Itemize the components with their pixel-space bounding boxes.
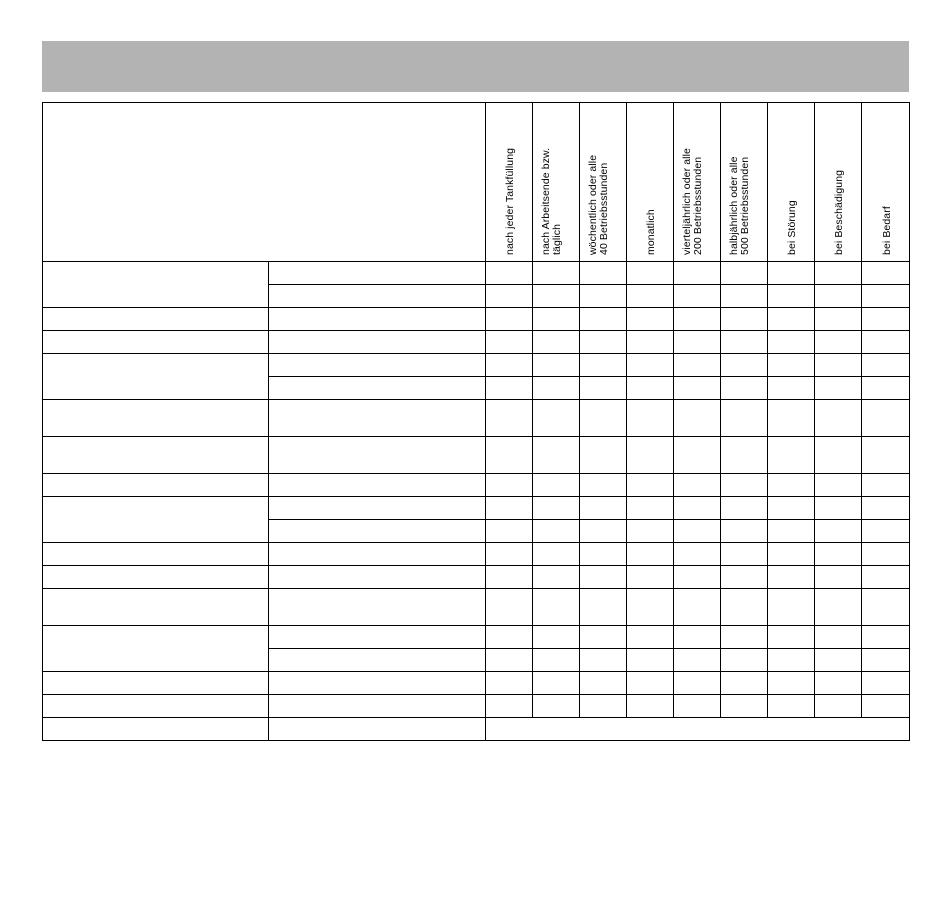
component-cell: [43, 543, 269, 566]
column-header-label: bei Beschädigung: [833, 169, 845, 255]
column-header-label: vierteljährlich oder alle 200 Betriebsstunden: [681, 148, 704, 255]
table-row: [43, 308, 910, 331]
task-cell: [269, 331, 486, 354]
column-header: [533, 103, 580, 262]
component-cell: [43, 437, 269, 474]
component-cell: [43, 718, 269, 741]
table-row: [43, 566, 910, 589]
table-row: [43, 354, 910, 377]
task-cell: [269, 474, 486, 497]
merged-cell: [486, 718, 910, 741]
column-header: [721, 103, 768, 262]
column-header-label: nach Arbeitsende bzw. täglich: [540, 147, 563, 255]
column-header: [862, 103, 910, 262]
column-header: [627, 103, 674, 262]
task-cell: [269, 354, 486, 377]
component-cell: [43, 672, 269, 695]
component-cell: [43, 354, 269, 400]
task-cell: [269, 649, 486, 672]
component-cell: [43, 262, 269, 308]
table-row: [43, 626, 910, 649]
task-cell: [269, 626, 486, 649]
task-cell: [269, 377, 486, 400]
header-row: [43, 103, 910, 262]
table-row: [43, 331, 910, 354]
component-cell: [43, 626, 269, 672]
header-bar: [42, 41, 909, 92]
component-cell: [43, 566, 269, 589]
table-row: [43, 672, 910, 695]
task-cell: [269, 543, 486, 566]
table-row: [43, 543, 910, 566]
column-header-label: nach jeder Tankfüllung: [504, 147, 516, 255]
task-cell: [269, 437, 486, 474]
component-cell: [43, 331, 269, 354]
table-row: [43, 497, 910, 520]
task-cell: [269, 262, 486, 285]
column-header-label: bei Störung: [786, 200, 798, 255]
table-row: [43, 262, 910, 285]
task-cell: [269, 566, 486, 589]
table-body: [43, 262, 910, 741]
task-cell: [269, 589, 486, 626]
table-row: [43, 400, 910, 437]
task-cell: [269, 672, 486, 695]
column-header: [674, 103, 721, 262]
task-cell: [269, 400, 486, 437]
component-cell: [43, 497, 269, 543]
task-cell: [269, 308, 486, 331]
column-header: [815, 103, 862, 262]
table-row: [43, 695, 910, 718]
column-header-label: monatlich: [645, 209, 657, 255]
component-cell: [43, 474, 269, 497]
table-row: [43, 718, 910, 741]
component-cell: [43, 695, 269, 718]
column-header-label: bei Bedarf: [880, 206, 893, 255]
table-row: [43, 437, 910, 474]
column-header: [580, 103, 627, 262]
column-header: [768, 103, 815, 262]
task-cell: [269, 285, 486, 308]
column-header-label: halbjährlich oder alle 500 Betriebsstunden: [728, 156, 751, 255]
maintenance-schedule-table: [42, 102, 910, 741]
component-cell: [43, 400, 269, 437]
column-header-label: wöchentlich oder alle 40 Betriebsstunden: [587, 154, 610, 255]
column-header: [486, 103, 533, 262]
blank-header-cell: [43, 103, 486, 262]
task-cell: [269, 718, 486, 741]
component-cell: [43, 589, 269, 626]
task-cell: [269, 497, 486, 520]
task-cell: [269, 695, 486, 718]
table-row: [43, 589, 910, 626]
task-cell: [269, 520, 486, 543]
component-cell: [43, 308, 269, 331]
table-row: [43, 474, 910, 497]
